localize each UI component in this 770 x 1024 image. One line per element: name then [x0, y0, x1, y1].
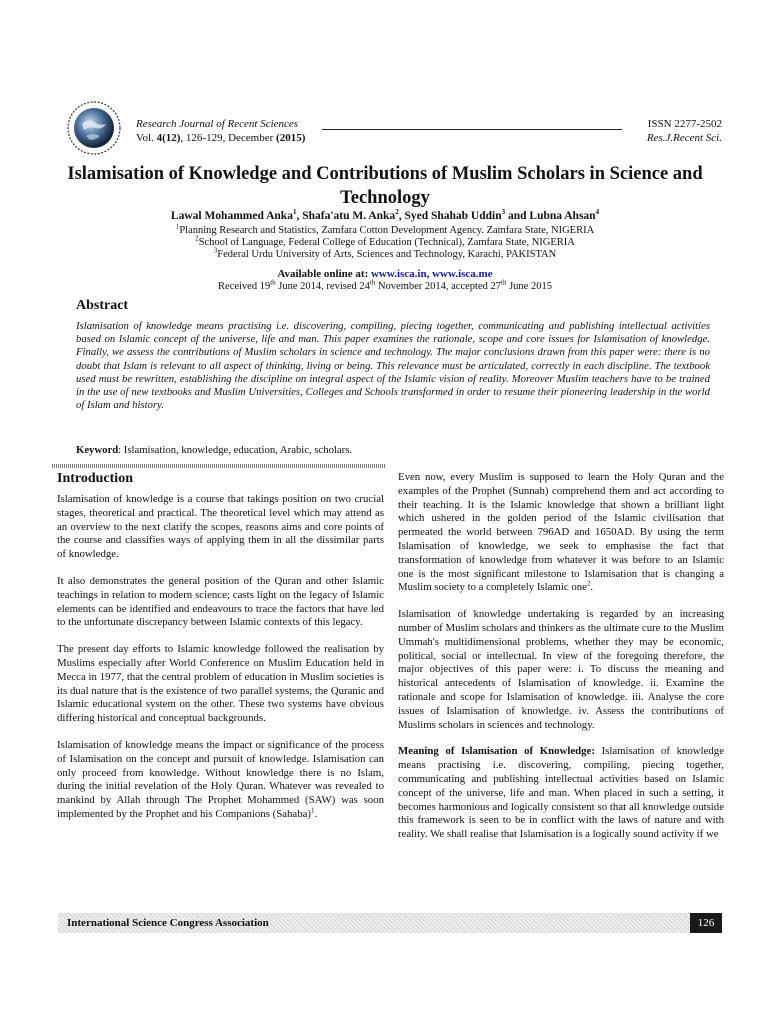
paragraph: The present day efforts to Islamic knowledge followed the realisation by Muslims especially after World Conference on Muslim Education held in Mecca in 1977, that the central problem of education in Muslim societies is its dual nature that is the existence of two parallel systems, the Quranic and Islamic educational system on the other. These two systems have obvious differing historical and conceptual backgrounds.: [57, 643, 384, 725]
author-list: [60, 210, 710, 222]
availability-line: Available online at: www.isca.in, www.isca.me: [277, 268, 493, 280]
journal-abbrev: Res.J.Recent Sci.: [646, 132, 722, 144]
paragraph: Islamisation of knowledge undertaking is regarded by an increasing number of Muslim scholars and thinkers as the ultimate cure to the Muslim Ummah's multidimensional problems, whether they may be economic, political, social or intellectual. In view of the foregoing therefore, the major objectives of this paper were: i. To discuss the meaning and historical antecedents of Islamisation of knowledge. ii. Examine the rationale and scope for Islamisation of knowledge. iii. Analyse the core issues of Islamisation of knowledge. iv. Assess the contributions of Muslims scholars in sciences and technology.: [398, 608, 724, 731]
journal-header: [136, 117, 305, 145]
journal-link-isca-in[interactable]: www.isca.in: [370, 268, 427, 280]
keywords: Keyword: Islamisation, knowledge, education, Arabic, scholars.: [76, 444, 353, 456]
section-heading-introduction: Introduction: [57, 471, 133, 486]
journal-link-isca-me[interactable]: www.isca.me: [432, 268, 493, 280]
subsection-heading: Meaning of Islamisation of Knowledge:: [398, 745, 595, 758]
paragraph: Even now, every Muslim is supposed to learn the Holy Quran and the examples of the Prophet (Sunnah) comprehend them and act according to their teaching. It is the Islamic knowledge that shown a brilliant light which ushered in the golden period of the Islamic civilisation that permeated the world between 796AD and 1650AD. By using the term Islamisation of knowledge, we seek to emphasise the fact that transformation of knowledge from whatever it was before to an Islamic one is the most significant milestone to Islamisation that is changing a Muslim society to a completely Islamic one$^2$.: [398, 471, 724, 594]
paragraph: Islamisation of knowledge means the impact or significance of the process of Islamisation on the concept and pursuit of knowledge. Islamisation can only proceed from knowledge. Without knowledge there is no Islam, during the initial revelation of the Holy Quran. Whatever was revealed to mankind by Allah through The Prophet Mohammed (SAW) was soon implemented by the Prophet and his Companions (Sahaba)$^1$.: [57, 738, 384, 820]
page-footer: [58, 913, 722, 933]
affiliation: $^2$School of Language, Federal College of Education (Technical), Zamfara State, NIGERIA: [195, 234, 575, 248]
received-dates: Received 19th June 2014, revised 24th November 2014, accepted 27th June 2015: [218, 278, 552, 292]
affiliation: $^1$Planning Research and Statistics, Zamfara Cotton Development Agency. Zamfara State, NIGERIA: [175, 222, 595, 236]
column-divider-bar: [52, 464, 386, 468]
journal-name: Research Journal of Recent Sciences: [136, 118, 299, 130]
paragraph: Islamisation of knowledge is a course that takings position on two crucial stages, theoretical and practical. The theoretical level which may attend as an overview to the next clarify the scopes, reasons aims and core points of the course and classifies ways of applying them in all the dissimilar parts of knowledge.: [57, 493, 384, 561]
paragraph: It also demonstrates the general position of the Quran and other Islamic teachings in relation to modern science; casts light on the legacy of Islamic elements can be identified and endeavours to trace the factors that have led to the unfortunate discrepancy between Islamic contexts of this legacy.: [57, 574, 384, 629]
header-rule: [322, 129, 622, 130]
abstract-text: Islamisation of knowledge means practising i.e. discovering, compiling, piecing together, communicating and publishing intellectual activities based on Islamic concept of the universe, life and man. This paper examines the rationale, scope and core issues for Islamisation of knowledge. Finally, we assess the contributions of Muslim scholars in science and technology. The major conclusions drawn from this paper were: there is no doubt that Islam is relevant to all aspect of thinking, living or being. This relevance must be articulated, correctly in each discipline. The textbook used must be rewritten, establishing the discipline on integral aspect of the Islamic vision of reality. Moreover Muslim teachers have to be trained in the use of new textbooks and Muslim Universities, Colleges and Schools transformed in order to resume their pioneering leadership in the world of Islam and history.: [76, 320, 710, 412]
affiliation: $^3$Federal Urdu University of Arts, Sciences and Technology, Karachi, PAKISTAN: [213, 246, 557, 260]
issn: ISSN 2277-2502: [647, 118, 722, 130]
author: Shafa'atu M. Anka$^2$,: [302, 208, 405, 222]
left-column: [57, 471, 384, 835]
right-column: [398, 471, 724, 855]
volume-line: Vol. 4(12), 126-129, December (2015): [136, 132, 306, 144]
issn-block: [647, 117, 722, 145]
author: Lawal Mohammed Anka$^1$,: [170, 208, 303, 222]
paragraph: Meaning of Islamisation of Knowledge: Islamisation of knowledge means practising i.e. discovering, compiling, piecing together, communicating and publishing intellectual activities based on Islamic concept of the universe, life and man. When placed in such a setting, it becomes harmonious and logically consistent so that all knowledge outside this framework is seen to be in conflict with the laws of nature and with reality. We shall realise that Islamisation is a logically sound activity if we: [398, 745, 724, 841]
author: Syed Shahab Uddin$^3$ and: [404, 208, 530, 222]
page-number: 126: [690, 913, 722, 933]
affiliations: [60, 222, 710, 261]
abstract-heading: Abstract: [76, 298, 129, 313]
journal-logo-icon: [66, 100, 122, 156]
article-title: Islamisation of Knowledge and Contributions of Muslim Scholars in Science and Technology: [67, 164, 703, 208]
footer-organization: International Science Congress Association: [67, 917, 269, 929]
author: Lubna Ahsan$^4$: [529, 208, 600, 222]
